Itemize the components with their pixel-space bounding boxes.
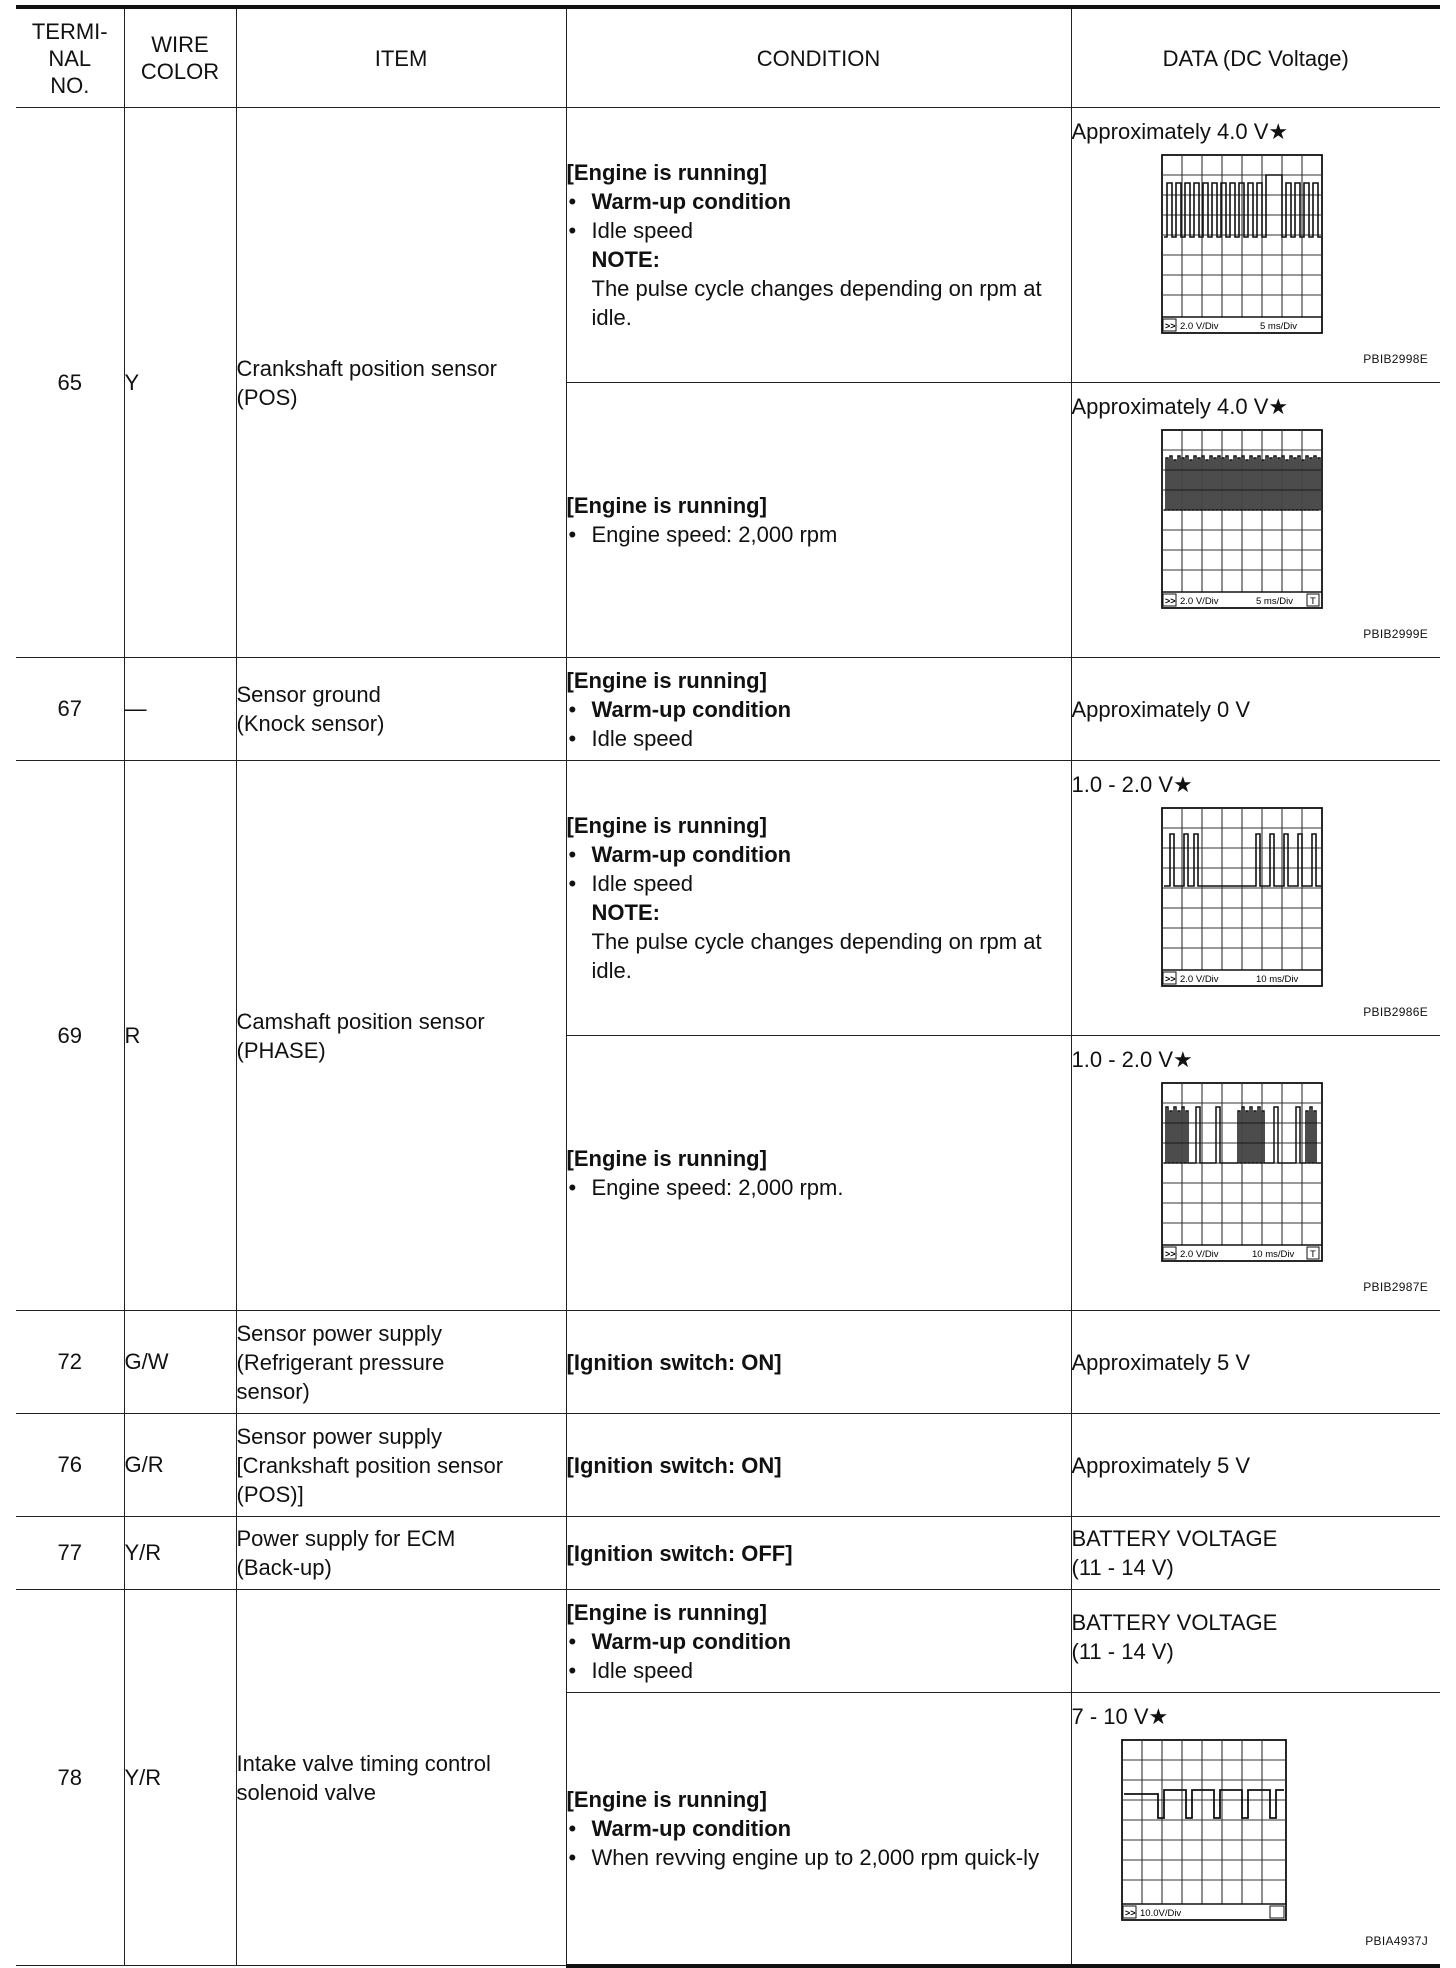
condition-bullet: • Warm-up condition [567, 695, 1071, 724]
svg-text:>>: >> [1124, 1908, 1136, 1918]
wire-color: Y/R [124, 1517, 236, 1590]
figure-id: PBIB2986E [1363, 1005, 1428, 1019]
scope-volts: 2.0 V/Div [1179, 321, 1219, 332]
condition-heading: [Ignition switch: ON] [566, 1349, 782, 1375]
item-name: Sensor power supply [Crankshaft position sensor (POS)] [236, 1414, 566, 1517]
svg-text:>>: >> [1164, 1249, 1176, 1259]
oscilloscope-graph [1120, 1738, 1288, 1922]
table-row [16, 1517, 1440, 1590]
table-row [16, 108, 1440, 383]
data-cell [1071, 108, 1440, 383]
condition-bullet: • Engine speed: 2,000 rpm. [567, 1173, 1071, 1202]
svg-text:>>: >> [1164, 974, 1176, 984]
data-cell [1071, 761, 1440, 1036]
table-row [16, 1311, 1440, 1414]
table-header-row [16, 7, 1440, 108]
condition-heading: [Ignition switch: ON] [566, 1452, 782, 1478]
note-text: The pulse cycle changes depending on rpm at idle. [591, 929, 1042, 983]
condition-heading: [Engine is running] [566, 1786, 767, 1812]
terminal-no: 77 [16, 1517, 124, 1590]
svg-text:>>: >> [1164, 321, 1176, 331]
condition-bullet: • Warm-up condition [567, 1627, 1071, 1656]
oscilloscope-graph [1160, 806, 1324, 988]
condition-cell [566, 1311, 1071, 1414]
scope-volts: 10.0V/Div [1139, 1908, 1181, 1919]
star-icon: ★ [1173, 772, 1193, 797]
data-cell [1071, 658, 1440, 761]
condition-bullet: • Engine speed: 2,000 rpm [567, 520, 1071, 549]
table-row [16, 658, 1440, 761]
scope-time: 10 ms/Div [1251, 1249, 1294, 1260]
data-value: Approximately 4.0 V [1071, 394, 1269, 419]
table-row [16, 761, 1440, 1036]
condition-bullet: • Idle speed [567, 216, 1071, 245]
data-value: Approximately 5 V [1071, 1452, 1251, 1478]
scope-trigger-mark: T [1309, 596, 1316, 607]
service-manual-page [16, 0, 1440, 1954]
condition-heading: [Engine is running] [566, 813, 767, 838]
wire-color: — [124, 658, 236, 761]
terminal-no: 65 [16, 108, 124, 658]
condition-heading: [Engine is running] [566, 1146, 767, 1171]
note-label: NOTE: [591, 247, 660, 272]
wire-color: R [124, 761, 236, 1311]
header-item: ITEM [236, 7, 566, 108]
item-name: Camshaft position sensor (PHASE) [236, 761, 566, 1311]
terminal-no: 78 [16, 1590, 124, 1966]
wire-color: G/W [124, 1311, 236, 1414]
header-wire-color: WIRE COLOR [124, 7, 236, 108]
data-value: BATTERY VOLTAGE (11 - 14 V) [1071, 1610, 1278, 1664]
condition-bullet: • Warm-up condition [567, 187, 1071, 216]
item-name: Power supply for ECM (Back-up) [236, 1517, 566, 1590]
note-label: NOTE: [591, 900, 660, 925]
condition-bullet: • Warm-up condition [567, 840, 1071, 869]
condition-cell [566, 761, 1071, 1036]
condition-cell [566, 108, 1071, 383]
scope-volts: 2.0 V/Div [1179, 1249, 1219, 1260]
svg-text:>>: >> [1164, 596, 1176, 606]
data-cell [1071, 1693, 1440, 1966]
wire-color: G/R [124, 1414, 236, 1517]
data-cell [1071, 383, 1440, 658]
data-value: 7 - 10 V [1071, 1704, 1149, 1729]
header-data: DATA (DC Voltage) [1071, 7, 1440, 108]
item-name: Crankshaft position sensor (POS) [236, 108, 566, 658]
condition-heading: [Engine is running] [566, 493, 767, 518]
terminal-no: 69 [16, 761, 124, 1311]
scope-volts: 2.0 V/Div [1179, 596, 1219, 607]
terminal-no: 67 [16, 658, 124, 761]
wire-color: Y/R [124, 1590, 236, 1966]
table-row [16, 1414, 1440, 1517]
figure-id: PBIB2987E [1363, 1280, 1428, 1294]
data-value: 1.0 - 2.0 V [1071, 772, 1174, 797]
figure-id: PBIA4937J [1365, 1933, 1428, 1948]
star-icon: ★ [1148, 1704, 1169, 1729]
data-cell [1071, 1414, 1440, 1517]
item-name: Sensor ground (Knock sensor) [236, 658, 566, 761]
condition-cell [566, 1590, 1071, 1693]
header-terminal: TERMI- NAL NO. [16, 7, 124, 108]
scope-time: 5 ms/Div [1259, 321, 1297, 332]
condition-heading: [Engine is running] [566, 667, 767, 693]
star-icon: ★ [1173, 1047, 1193, 1072]
terminal-no: 76 [16, 1414, 124, 1517]
scope-volts: 2.0 V/Div [1179, 974, 1219, 985]
condition-cell [566, 658, 1071, 761]
data-cell [1071, 1311, 1440, 1414]
table-row [16, 1590, 1440, 1693]
scope-time: 5 ms/Div [1255, 596, 1293, 607]
condition-bullet: • Idle speed [567, 869, 1071, 898]
data-value: Approximately 5 V [1071, 1349, 1251, 1375]
condition-heading: [Engine is running] [566, 160, 767, 185]
condition-cell [566, 383, 1071, 658]
condition-cell [566, 1414, 1071, 1517]
wire-color: Y [124, 108, 236, 658]
note-text: The pulse cycle changes depending on rpm at idle. [591, 276, 1042, 330]
star-icon: ★ [1268, 394, 1289, 419]
data-cell [1071, 1036, 1440, 1311]
condition-bullet: • When revving engine up to 2,000 rpm quick-ly [567, 1843, 1071, 1872]
scope-time: 10 ms/Div [1255, 974, 1298, 985]
item-name: Intake valve timing control solenoid valve [236, 1590, 566, 1966]
condition-bullet: • Idle speed [567, 724, 1071, 753]
condition-bullet: • Warm-up condition [567, 1814, 1071, 1843]
data-value: BATTERY VOLTAGE (11 - 14 V) [1071, 1526, 1278, 1580]
condition-cell [566, 1517, 1071, 1590]
condition-heading: [Engine is running] [566, 1599, 767, 1625]
data-value: Approximately 0 V [1071, 696, 1251, 722]
data-value: Approximately 4.0 V [1071, 119, 1269, 144]
data-cell [1071, 1590, 1440, 1693]
condition-heading: [Ignition switch: OFF] [566, 1540, 793, 1566]
oscilloscope-graph [1160, 428, 1324, 610]
scope-trigger-mark: T [1309, 1249, 1316, 1260]
figure-id: PBIB2998E [1363, 352, 1428, 366]
oscilloscope-graph [1160, 153, 1324, 335]
oscilloscope-graph [1160, 1081, 1324, 1263]
data-cell [1071, 1517, 1440, 1590]
header-condition: CONDITION [566, 7, 1071, 108]
data-value: 1.0 - 2.0 V [1071, 1047, 1174, 1072]
figure-id: PBIB2999E [1363, 627, 1428, 641]
terminal-no: 72 [16, 1311, 124, 1414]
condition-cell [566, 1036, 1071, 1311]
item-name: Sensor power supply (Refrigerant pressure sensor) [236, 1311, 566, 1414]
condition-bullet: • Idle speed [567, 1656, 1071, 1685]
star-icon: ★ [1268, 119, 1289, 144]
ecm-terminal-table [16, 5, 1440, 1968]
condition-cell [566, 1693, 1071, 1966]
